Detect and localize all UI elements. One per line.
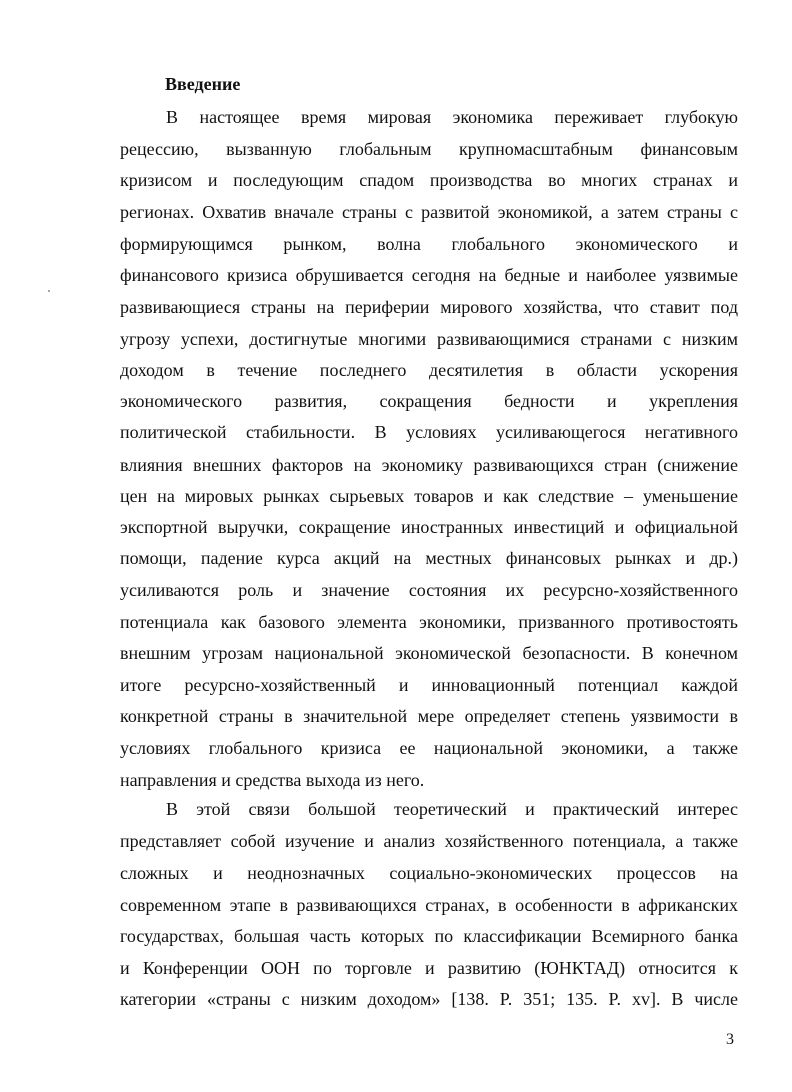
text-line: внешним угрозам национальной экономической безопасности. В конечном bbox=[120, 643, 738, 663]
text-line: формирующимся рынком, волна глобального экономического и bbox=[120, 234, 738, 254]
text-line: экономического развития, сокращения бедности и укрепления bbox=[120, 391, 738, 411]
text-line: потенциала как базового элемента экономики, призванного противостоять bbox=[120, 612, 738, 632]
text-line: сложных и неоднозначных социально-экономических процессов на bbox=[120, 863, 738, 883]
text-line: государствах, большая часть которых по классификации Всемирного банка bbox=[120, 926, 738, 946]
text-line: политической стабильности. В условиях усиливающегося негативного bbox=[120, 422, 738, 442]
text-line: В этой связи большой теоретический и практический интерес bbox=[166, 799, 738, 819]
text-line: кризисом и последующим спадом производства во многих странах и bbox=[120, 170, 738, 190]
text-line: усиливаются роль и значение состояния их ресурсно-хозяйственного bbox=[120, 580, 738, 600]
text-line: экспортной выручки, сокращение иностранных инвестиций и официальной bbox=[120, 517, 738, 537]
text-line: влияния внешних факторов на экономику развивающихся стран (снижение bbox=[120, 455, 738, 475]
text-line: развивающиеся страны на периферии мирового хозяйства, что ставит под bbox=[120, 297, 738, 317]
text-line: условиях глобального кризиса ее национальной экономики, а также bbox=[120, 738, 738, 758]
text-line: доходом в течение последнего десятилетия в области ускорения bbox=[120, 360, 738, 380]
text-line: представляет собой изучение и анализ хозяйственного потенциала, а также bbox=[120, 831, 738, 851]
text-line: и Конференции ООН по торговле и развитию (ЮНКТАД) относится к bbox=[120, 958, 738, 978]
text-line: конкретной страны в значительной мере определяет степень уязвимости в bbox=[120, 706, 738, 726]
text-line: направления и средства выхода из него. bbox=[120, 770, 425, 790]
text-line: цен на мировых рынках сырьевых товаров и как следствие – уменьшение bbox=[120, 486, 738, 506]
text-line: финансового кризиса обрушивается сегодня на бедные и наиболее уязвимые bbox=[120, 265, 738, 285]
text-line: помощи, падение курса акций на местных финансовых рынках и др.) bbox=[120, 548, 738, 568]
text-line: итоге ресурсно-хозяйственный и инновационный потенциал каждой bbox=[120, 675, 738, 695]
text-line: категории «страны с низким доходом» [138. P. 351; 135. P. xv]. В числе bbox=[120, 989, 738, 1009]
text-line: современном этапе в развивающихся странах, в особенности в африканских bbox=[120, 895, 738, 915]
text-line: рецессию, вызванную глобальным крупномасштабным финансовым bbox=[120, 139, 738, 159]
text-line: регионах. Охватив вначале страны с развитой экономикой, а затем страны с bbox=[120, 202, 738, 222]
page-number: 3 bbox=[726, 1031, 734, 1048]
text-line: В настоящее время мировая экономика переживает глубокую bbox=[166, 107, 738, 127]
scan-speck bbox=[48, 290, 50, 292]
section-heading: Введение bbox=[165, 74, 241, 94]
text-line: угрозу успехи, достигнутые многими развивающимися странами с низким bbox=[120, 329, 738, 349]
